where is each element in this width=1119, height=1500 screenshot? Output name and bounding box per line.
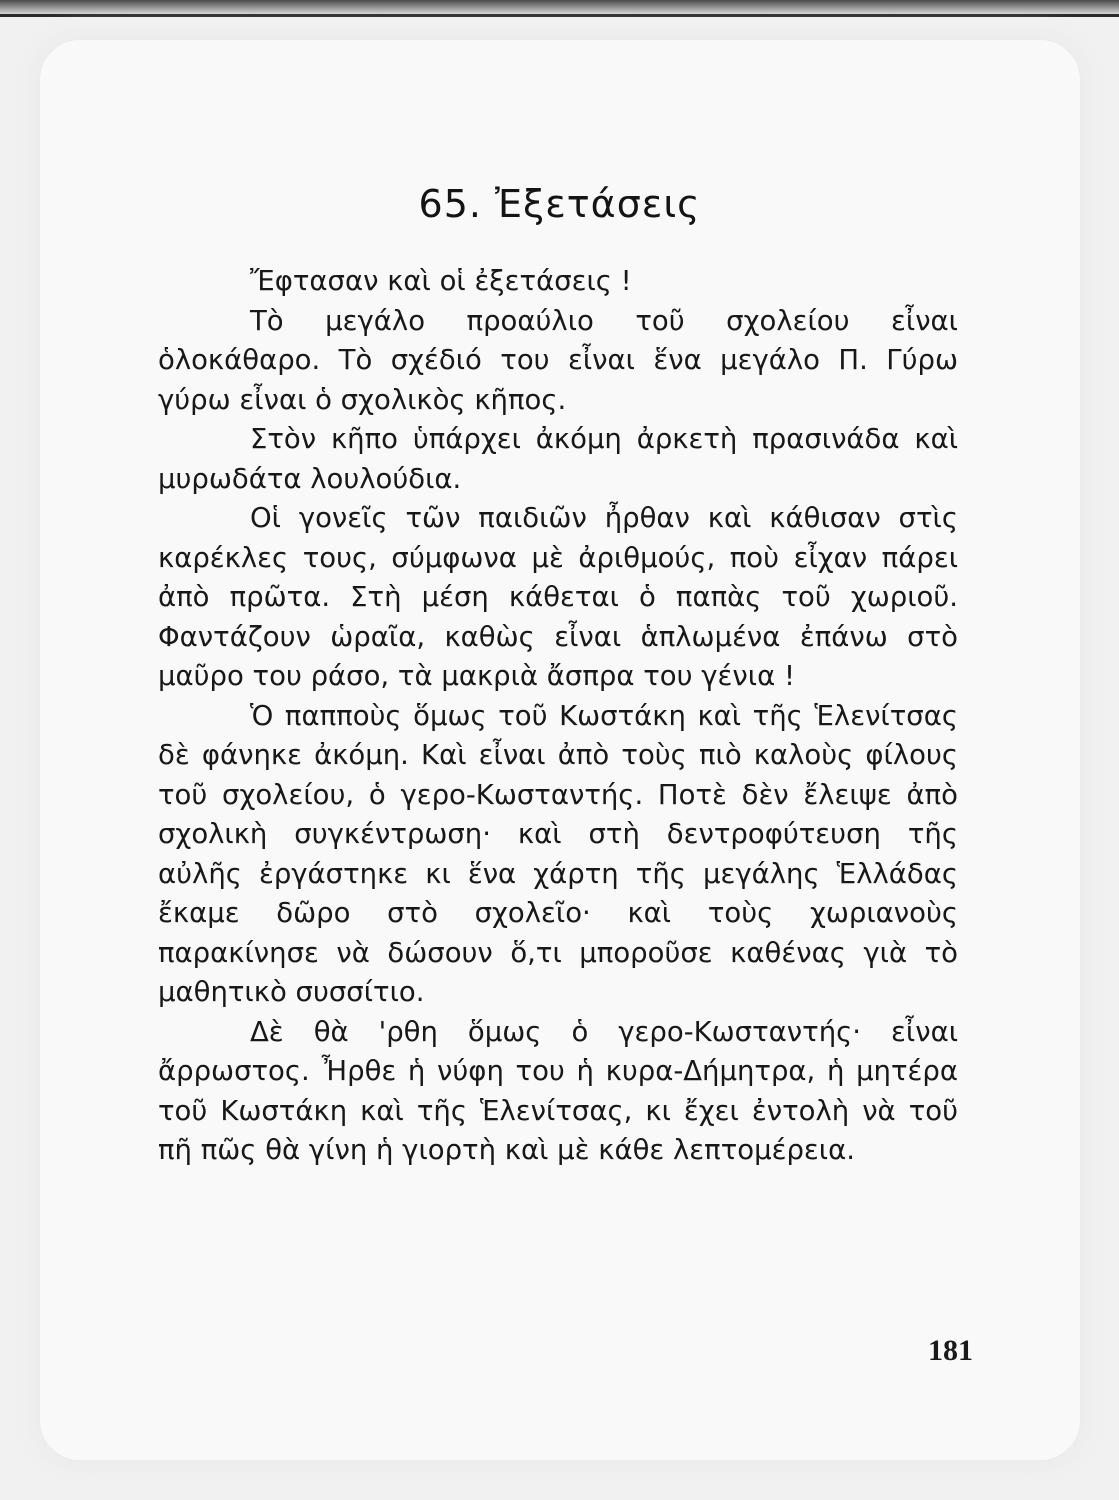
paragraph-5: Ὁ παπποὺς ὅμως τοῦ Κωστάκη καὶ τῆς Ἑλενίτσας δὲ φάνηκε ἀκόμη. Καὶ εἶναι ἀπὸ τοὺς πιὸ καλοὺς φίλους τοῦ σχολείου, ὁ γερο-Κωσταντής. Ποτὲ δὲν ἔλειψε ἀπὸ σχολικὴ συγκέντρωση· καὶ στὴ δεντροφύτευση τῆς αὐλῆς ἐργάστηκε κι ἕνα χάρτη τῆς μεγάλης Ἑλλάδας ἔκαμε δῶρο στὸ σχολεῖο· καὶ τοὺς χωριανοὺς παρακίνησε νὰ δώσουν ὅ,τι μποροῦσε καθένας γιὰ τὸ μαθητικὸ συσσίτιο.	[158, 699, 958, 1008]
paragraph-2: Τὸ μεγάλο προαύλιο τοῦ σχολείου εἶναι ὁλοκάθαρο. Τὸ σχέδιό του εἶναι ἕνα μεγάλο Π. Γύρω γύρω εἶναι ὁ σχολικὸς κῆπος.	[158, 304, 958, 416]
top-rule-line	[0, 14, 1119, 17]
paragraph-6: Δὲ θὰ 'ρθη ὅμως ὁ γερο-Κωσταντής· εἶναι ἄρρωστος. Ἦρθε ἡ νύφη του ἡ κυρα-Δήμητρα, ἡ μητέρα τοῦ Κωστάκη καὶ τῆς Ἑλενίτσας, κι ἔχει ἐντολὴ νὰ τοῦ πῆ πῶς θὰ γίνη ἡ γιορτὴ καὶ μὲ κάθε λεπτομέρεια.	[158, 1015, 958, 1166]
chapter-title: 65. Ἐξετάσεις	[418, 182, 701, 226]
paragraph-1: Ἔφτασαν καὶ οἱ ἐξετάσεις !	[250, 265, 632, 297]
page-number: 181	[928, 1334, 973, 1367]
paragraph-3: Στὸν κῆπο ὑπάρχει ἀκόμη ἀρκετὴ πρασινάδα καὶ μυρωδάτα λουλούδια.	[158, 423, 958, 495]
body-text	[158, 262, 958, 1171]
paragraph-4: Οἱ γονεῖς τῶν παιδιῶν ἦρθαν καὶ κάθισαν στὶς καρέκλες τους, σύμφωνα μὲ ἀριθμούς, ποὺ εἶχαν πάρει ἀπὸ πρῶτα. Στὴ μέση κάθεται ὁ παπὰς τοῦ χωριοῦ. Φαντάζουν ὡραῖα, καθὼς εἶναι ἁπλωμένα ἐπάνω στὸ μαῦρο του ράσο, τὰ μακριὰ ἄσπρα του γένια !	[158, 502, 958, 692]
